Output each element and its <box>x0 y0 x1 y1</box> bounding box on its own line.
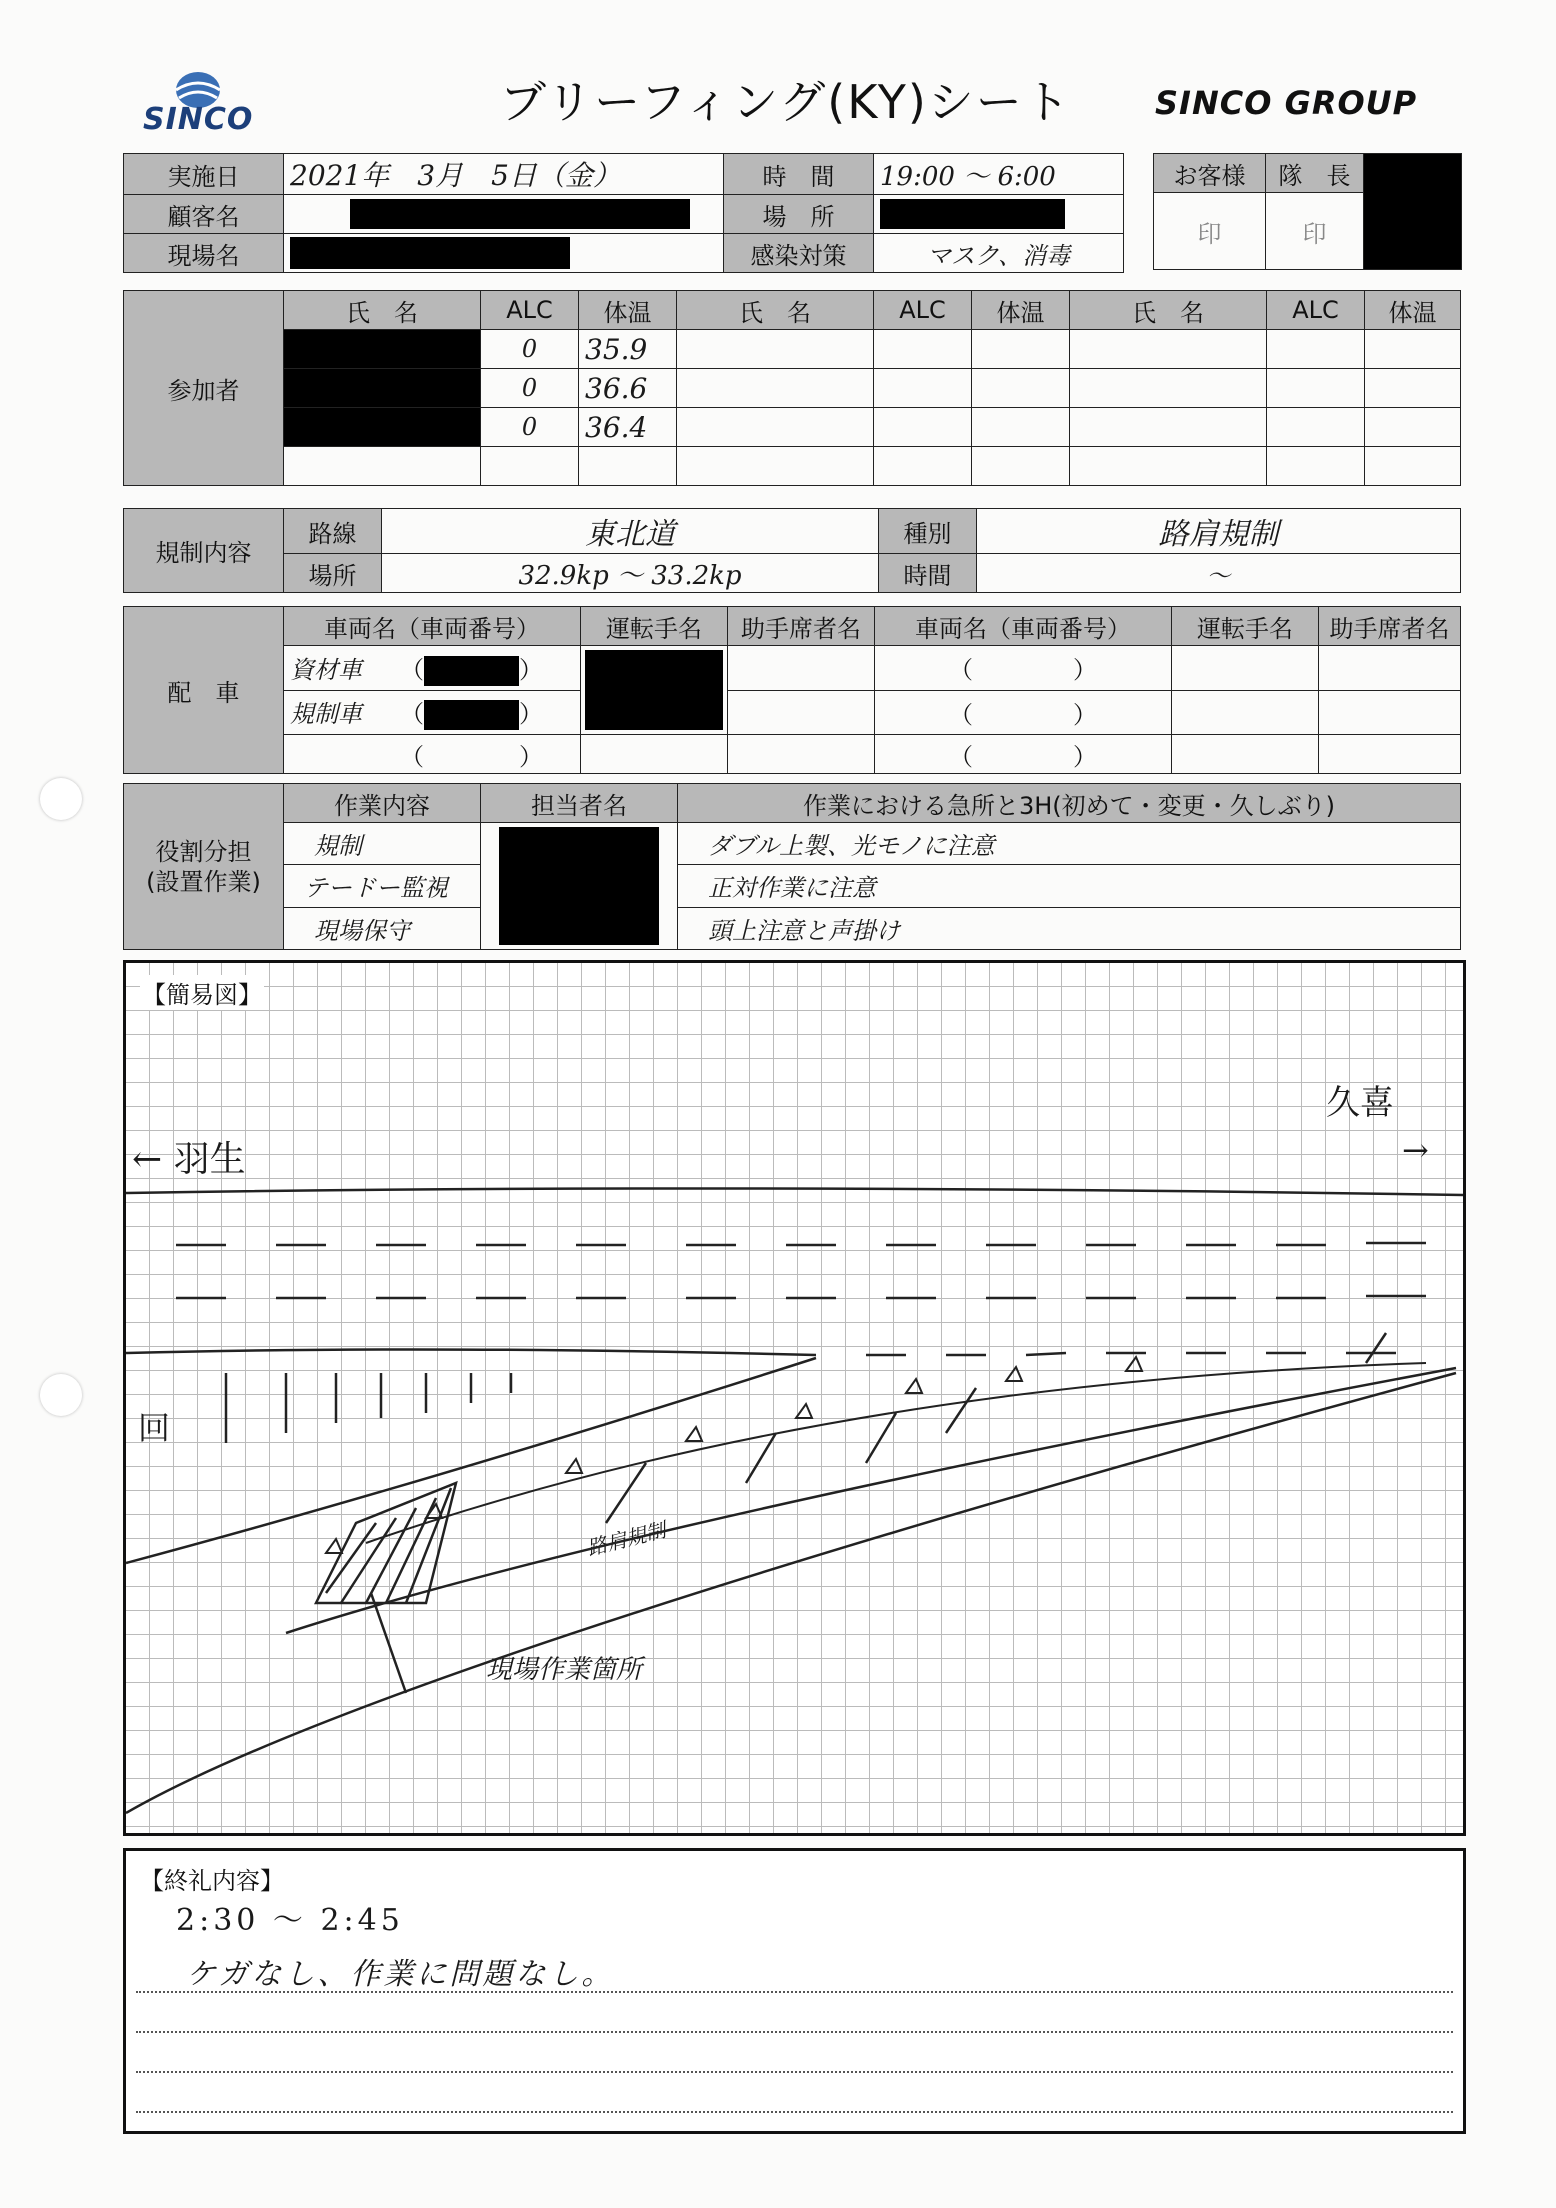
site-label: 現場名 <box>124 234 284 273</box>
redaction-block <box>424 656 519 686</box>
paren-close: ） <box>1073 656 1097 685</box>
regulation-label: 規制内容 <box>124 509 284 593</box>
time-value: 19:00 ～ 6:00 <box>874 154 1124 195</box>
paren-close: ） <box>519 700 543 729</box>
location-value: 32.9kp ～ 33.2kp <box>382 554 879 593</box>
paren-open: （ <box>400 700 424 729</box>
col-person: 担当者名 <box>481 784 678 823</box>
regulation-table <box>123 508 1461 593</box>
date-value: 2021年 3月 5日（金） <box>284 154 724 195</box>
binder-hole <box>40 778 82 820</box>
customer-value <box>284 195 724 234</box>
shoulder-label: 路肩規制 <box>584 1517 669 1561</box>
redaction-block <box>499 827 659 945</box>
sinco-logo <box>135 66 265 138</box>
col-name-3: 氏 名 <box>1070 291 1267 330</box>
closing-section <box>123 1848 1466 2134</box>
participants-label: 参加者 <box>124 291 284 486</box>
sketch-label: 【簡易図】 <box>140 975 264 1010</box>
col-vehicle-1: 車両名（車両番号） <box>284 607 581 646</box>
infection-value: マスク、消毒 <box>874 234 1124 273</box>
col-assistant-1: 助手席者名 <box>728 607 875 646</box>
vehicle-cell <box>284 646 581 691</box>
vehicle-name: 規制車 <box>290 700 362 729</box>
redaction-block <box>585 650 723 730</box>
closing-label: 【終礼内容】 <box>140 1867 284 1895</box>
paren-close: ） <box>519 655 543 684</box>
col-driver-2: 運転手名 <box>1172 607 1319 646</box>
closing-note: ケガなし、作業に問題なし。 <box>186 1957 615 1992</box>
customer-stamp: 印 <box>1154 193 1266 270</box>
paren-open: （ <box>949 742 973 771</box>
alc-value: 0 <box>481 330 579 369</box>
col-temp-3: 体温 <box>1365 291 1461 330</box>
redaction-block <box>880 199 1065 229</box>
vehicle-cell-empty <box>284 735 581 774</box>
paren-close: ） <box>519 742 543 771</box>
col-driver-1: 運転手名 <box>581 607 728 646</box>
binder-hole <box>40 1374 82 1416</box>
participants-table <box>123 290 1461 486</box>
customer-label: 顧客名 <box>124 195 284 234</box>
paren-open: （ <box>949 700 973 729</box>
dotted-line <box>136 2111 1453 2113</box>
info-table <box>123 153 1124 273</box>
place-label: 場 所 <box>724 195 874 234</box>
redaction-block <box>284 408 481 447</box>
dotted-line <box>136 2031 1453 2033</box>
col-name-1: 氏 名 <box>284 291 481 330</box>
paren-open: （ <box>400 655 424 684</box>
type-value: 路肩規制 <box>977 509 1461 554</box>
work-area-label: 現場作業箇所 <box>486 1655 643 1685</box>
dotted-line <box>136 1991 1453 1993</box>
infection-label: 感染対策 <box>724 234 874 273</box>
col-alc-2: ALC <box>874 291 972 330</box>
reg-time-value: ～ <box>977 554 1461 593</box>
redaction-block <box>424 700 519 730</box>
col-alc-3: ALC <box>1267 291 1365 330</box>
redaction-block <box>350 199 690 229</box>
captain-stamp: 印 <box>1266 193 1364 270</box>
page-title: ブリーフィング(KY)シート <box>500 75 1072 129</box>
temp-value: 35.9 <box>579 330 677 369</box>
sinco-group-logo: SINCO GROUP <box>1155 84 1418 122</box>
vehicle-cell <box>284 690 581 735</box>
vehicle-cell-empty <box>875 735 1172 774</box>
work-value: 現場保守 <box>284 907 481 949</box>
col-hazard: 作業における急所と3H(初めて・変更・久しぶり) <box>678 784 1461 823</box>
location-label: 場所 <box>284 554 382 593</box>
col-assistant-2: 助手席者名 <box>1319 607 1461 646</box>
box-label: 回 <box>138 1409 171 1447</box>
redaction-block <box>284 330 481 369</box>
customer-stamp-label: お客様 <box>1154 154 1266 193</box>
temp-value: 36.6 <box>579 369 677 408</box>
person-cell <box>481 823 678 950</box>
col-temp-1: 体温 <box>579 291 677 330</box>
place-value <box>874 195 1124 234</box>
paren-close: ） <box>1073 742 1097 771</box>
direction-left: ← 羽生 <box>132 1139 246 1180</box>
site-value <box>284 234 724 273</box>
work-value: 規制 <box>284 823 481 865</box>
col-alc-1: ALC <box>481 291 579 330</box>
sketch-area <box>123 960 1466 1836</box>
road-sketch <box>126 963 1463 1833</box>
closing-time: 2:30 ～ 2:45 <box>176 1903 404 1938</box>
type-label: 種別 <box>879 509 977 554</box>
dotted-line <box>136 2071 1453 2073</box>
work-value: テードー監視 <box>284 865 481 907</box>
sinco-logo-text: SINCO <box>143 102 254 137</box>
reg-time-label: 時間 <box>879 554 977 593</box>
dispatch-label: 配 車 <box>124 607 284 774</box>
captain-label: 隊 長 <box>1266 154 1364 193</box>
direction-right-place: 久喜 <box>1326 1083 1394 1123</box>
alc-value: 0 <box>481 408 579 447</box>
vehicle-name: 資材車 <box>290 655 362 684</box>
paren-open: （ <box>400 742 424 771</box>
col-work: 作業内容 <box>284 784 481 823</box>
hazard-value: 頭上注意と声掛け <box>678 907 1461 949</box>
route-value: 東北道 <box>382 509 879 554</box>
vehicle-cell-empty <box>875 690 1172 735</box>
roles-label: 役割分担 (設置作業) <box>124 784 284 950</box>
redaction-block <box>290 237 570 269</box>
dispatch-table <box>123 606 1461 774</box>
stamp-table <box>1153 153 1462 270</box>
time-label: 時 間 <box>724 154 874 195</box>
temp-value: 36.4 <box>579 408 677 447</box>
driver-cell <box>581 646 728 735</box>
vehicle-cell-empty <box>875 646 1172 691</box>
col-temp-2: 体温 <box>972 291 1070 330</box>
col-name-2: 氏 名 <box>677 291 874 330</box>
route-label: 路線 <box>284 509 382 554</box>
col-vehicle-2: 車両名（車両番号） <box>875 607 1172 646</box>
paren-open: （ <box>949 656 973 685</box>
redaction-block <box>1364 154 1462 270</box>
paren-close: ） <box>1073 700 1097 729</box>
direction-right-arrow: → <box>1402 1131 1429 1169</box>
hazard-value: ダブル上製、光モノに注意 <box>678 823 1461 865</box>
roles-table <box>123 783 1461 950</box>
hazard-value: 正対作業に注意 <box>678 865 1461 907</box>
alc-value: 0 <box>481 369 579 408</box>
date-label: 実施日 <box>124 154 284 195</box>
redaction-block <box>284 369 481 408</box>
